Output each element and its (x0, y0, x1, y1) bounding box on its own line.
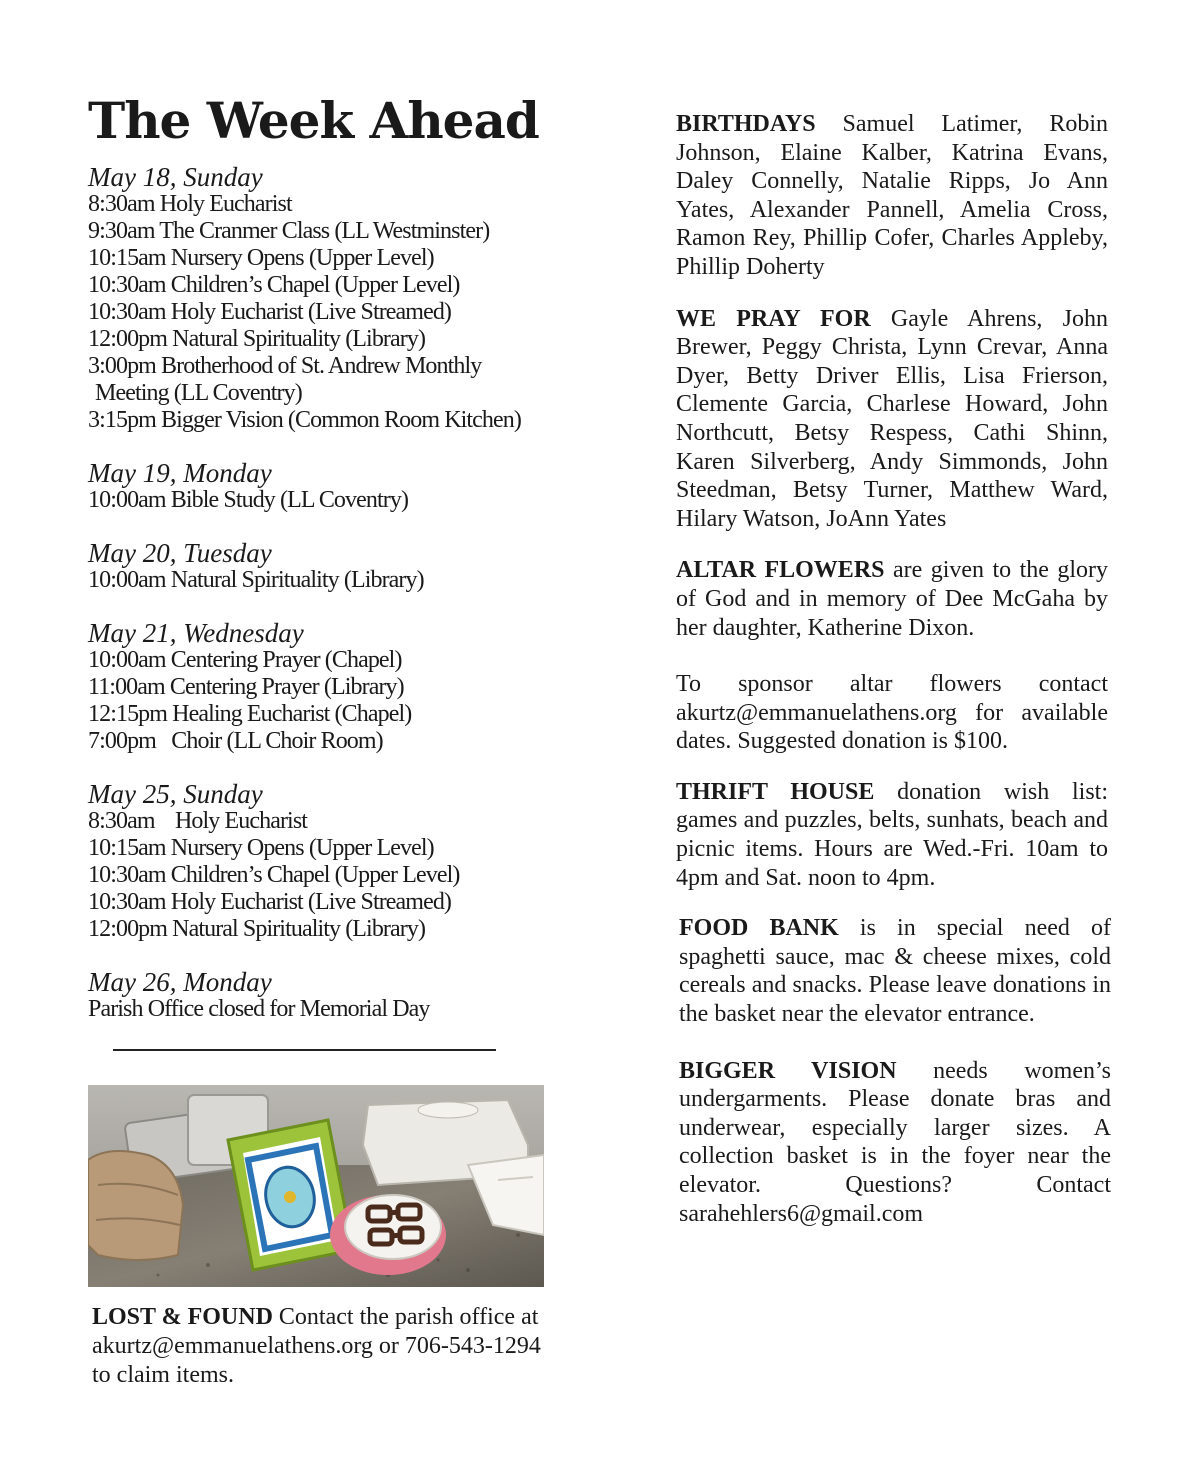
day-block (88, 460, 668, 514)
schedule (88, 164, 668, 1049)
food-bank-section (679, 914, 1111, 1028)
event-item: 3:15pm Bigger Vision (Common Room Kitchen) (88, 407, 521, 433)
day-label: May 25, Sunday (88, 779, 263, 809)
lost-found-heading: LOST & FOUND (92, 1304, 273, 1330)
birthdays-section (676, 110, 1108, 282)
day-label: May 19, Monday (88, 458, 272, 488)
photo-illustration (88, 1085, 544, 1287)
sponsor-section (676, 670, 1108, 756)
event-item: 10:30am Children’s Chapel (Upper Level) (88, 862, 460, 888)
event-item: 12:15pm Healing Eucharist (Chapel) (88, 701, 412, 727)
day-block (88, 781, 668, 943)
event-item: 10:30am Holy Eucharist (Live Streamed) (88, 889, 452, 915)
event-item: Meeting (LL Coventry) (95, 380, 302, 406)
thrift-house-heading: THRIFT HOUSE (676, 778, 875, 805)
birthdays-heading: BIRTHDAYS (676, 111, 816, 137)
page-title: The Week Ahead (88, 91, 539, 150)
event-item: 10:00am Bible Study (LL Coventry) (88, 487, 409, 513)
food-bank-heading: FOOD BANK (679, 915, 839, 942)
altar-flowers-text: are given to the glory of God and in memory of Dee McGaha by her daughter, Katherine Dixon. (676, 557, 1108, 641)
event-item: 3:00pm Brotherhood of St. Andrew Monthly (88, 353, 482, 379)
event-item: 7:00pm Choir (LL Choir Room) (88, 728, 383, 754)
event-item: 10:15am Nursery Opens (Upper Level) (88, 835, 434, 861)
announcements (676, 110, 1112, 1251)
bigger-vision-text: needs women’s undergarments. Please donate bras and underwear, especially larger sizes. A collection basket is in the foyer near the elevator. Questions? Contact sarahehlers6@gmail.com (679, 1057, 1111, 1227)
event-item: 10:00am Centering Prayer (Chapel) (88, 647, 402, 673)
event-item: 11:00am Centering Prayer (Library) (88, 674, 404, 700)
prayer-heading: WE PRAY FOR (676, 305, 871, 332)
altar-flowers-section (676, 556, 1108, 642)
event-item: 12:00pm Natural Spirituality (Library) (88, 326, 426, 352)
altar-flowers-heading: ALTAR FLOWERS (676, 557, 885, 584)
event-item: 10:30am Holy Eucharist (Live Streamed) (88, 299, 452, 325)
lost-and-found (92, 1303, 542, 1390)
event-item: 10:15am Nursery Opens (Upper Level) (88, 245, 434, 271)
day-label: May 26, Monday (88, 967, 272, 997)
prayer-text: Gayle Ahrens, John Brewer, Peggy Christa, Lynn Crevar, Anna Dyer, Betty Driver Ellis, Lisa Frierson, Clemente Garcia, Charlese Howard, John Northcutt, Betsy Respess, Cathi Shinn, Karen Silverberg, Andy Simmonds, John Steedman, Betsy Turner, Matthew Ward, Hilary Watson, JoAnn Yates (676, 305, 1108, 532)
event-item: 8:30am Holy Eucharist (88, 808, 308, 834)
day-block (88, 620, 668, 755)
bigger-vision-heading: BIGGER VISION (679, 1057, 897, 1084)
day-label: May 20, Tuesday (88, 538, 272, 568)
thrift-house-section (676, 778, 1108, 892)
event-item: Parish Office closed for Memorial Day (88, 996, 430, 1022)
bigger-vision-section (679, 1057, 1111, 1229)
day-block (88, 164, 668, 434)
day-label: May 21, Wednesday (88, 618, 304, 648)
event-item: 10:00am Natural Spirituality (Library) (88, 567, 424, 593)
event-item: 12:00pm Natural Spirituality (Library) (88, 916, 426, 942)
lost-found-text: Contact the parish office at akurtz@emmanuelathens.org or 706-543-1294 to claim items. (92, 1304, 541, 1388)
lost-and-found-photo (88, 1085, 544, 1287)
day-label: May 18, Sunday (88, 162, 263, 192)
prayer-section (676, 305, 1108, 534)
day-block (88, 969, 668, 1023)
divider (113, 1049, 496, 1051)
thrift-house-text: donation wish list: games and puzzles, belts, sunhats, beach and picnic items. Hours are Wed.-Fri. 10am to 4pm and Sat. noon to 4pm. (676, 778, 1108, 891)
birthdays-text: Samuel Latimer, Robin Johnson, Elaine Kalber, Katrina Evans, Daley Connelly, Natalie Ripps, Jo Ann Yates, Alexander Pannell, Amelia Cross, Ramon Rey, Phillip Cofer, Charles Appleby, Phillip Doherty (676, 111, 1108, 280)
food-bank-text: is in special need of spaghetti sauce, mac & cheese mixes, cold cereals and snacks. Please leave donations in the basket near the elevator entrance. (679, 915, 1112, 1028)
event-item: 10:30am Children’s Chapel (Upper Level) (88, 272, 460, 298)
sponsor-text: To sponsor altar flowers contact akurtz@emmanuelathens.org for available dates. Suggested donation is $100. (676, 671, 1108, 755)
event-item: 9:30am The Cranmer Class (LL Westminster) (88, 218, 490, 244)
day-block (88, 540, 668, 594)
event-item: 8:30am Holy Eucharist (88, 191, 292, 217)
